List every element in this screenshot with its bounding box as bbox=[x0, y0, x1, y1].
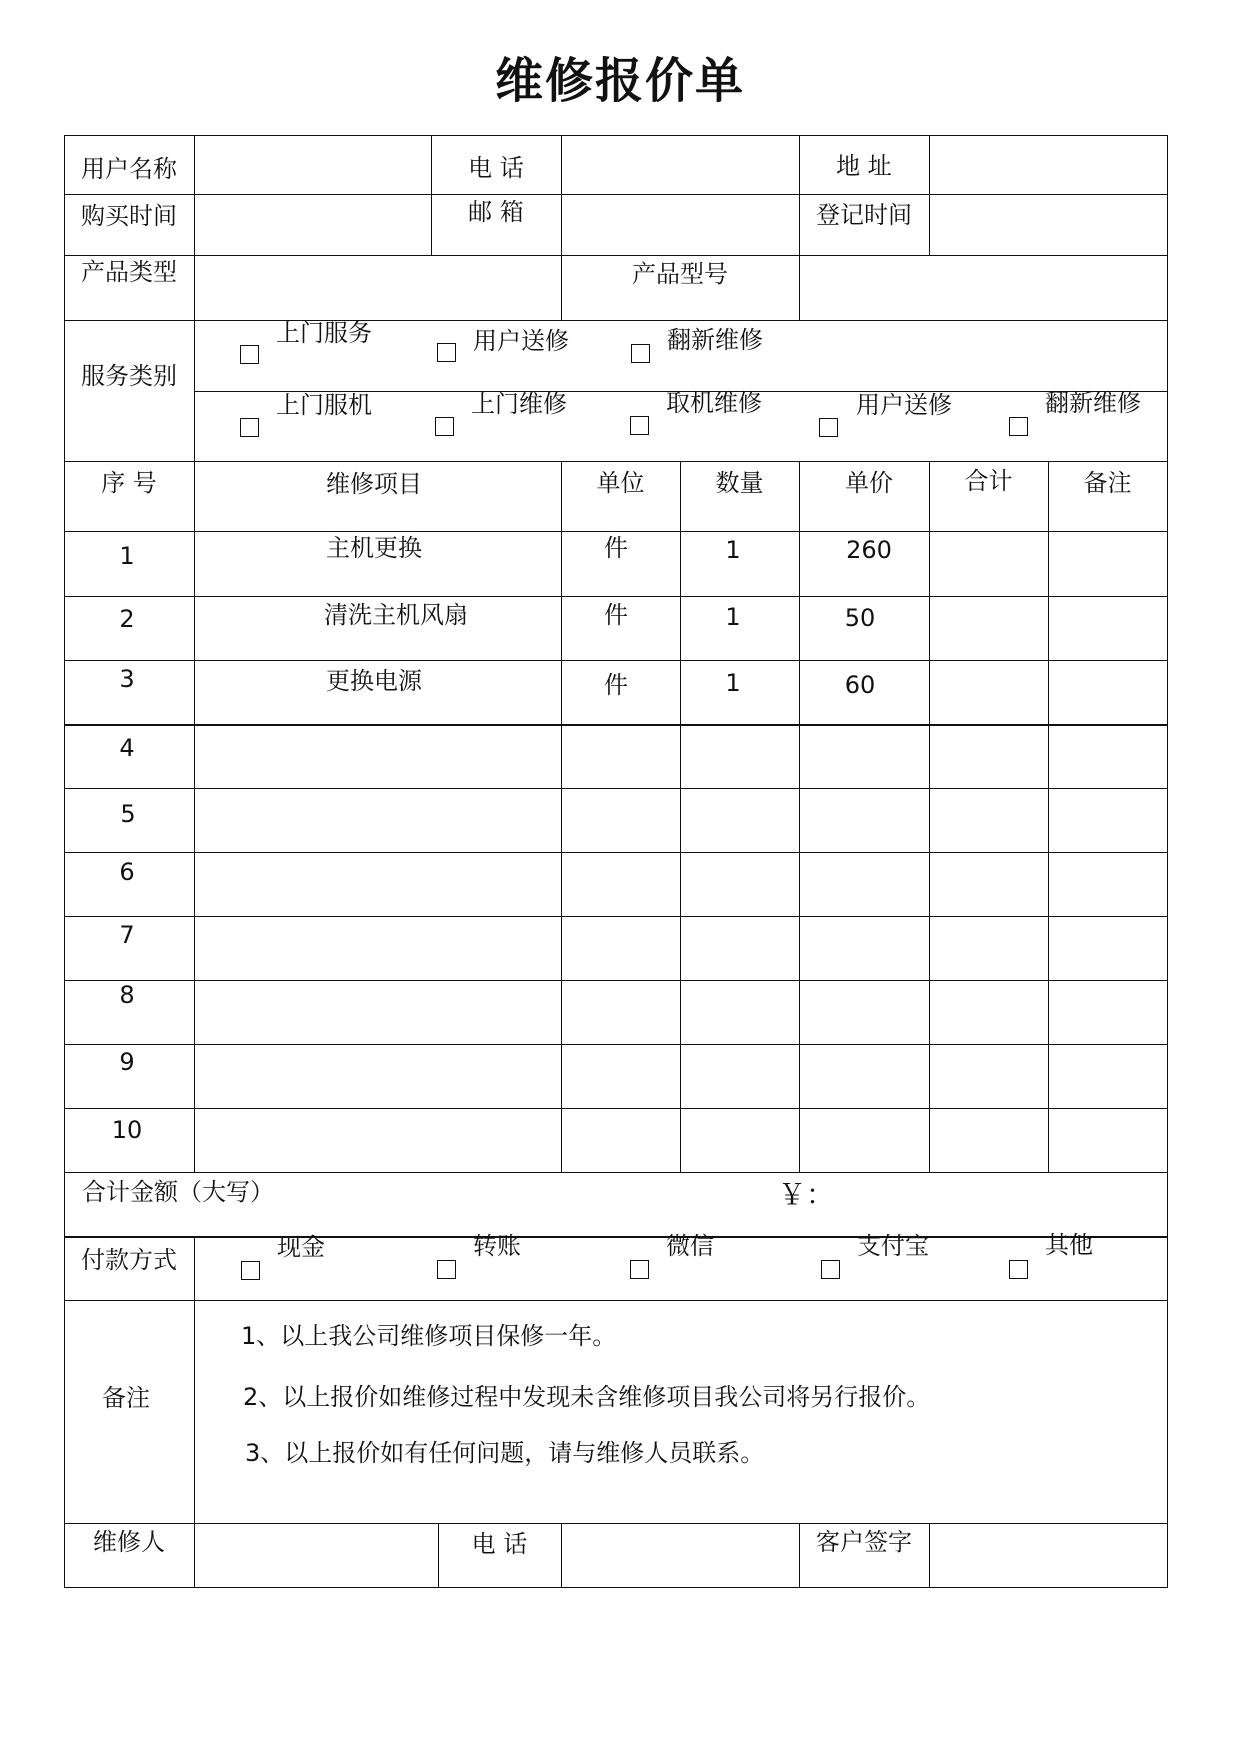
service-option-label: 翻新维修 bbox=[667, 326, 763, 354]
remarks-label: 备注 bbox=[102, 1384, 150, 1412]
col-line bbox=[929, 461, 930, 1173]
row-line bbox=[64, 461, 1167, 462]
yen-symbol: ￥： bbox=[778, 1178, 835, 1211]
user-name-label: 用户名称 bbox=[81, 155, 177, 183]
phone-label: 电 话 bbox=[468, 154, 524, 182]
col-line bbox=[929, 135, 930, 255]
register-time-label: 登记时间 bbox=[816, 201, 912, 229]
service-option-label: 上门维修 bbox=[471, 390, 567, 418]
row-price: 60 bbox=[844, 671, 876, 699]
col-header-remark: 备注 bbox=[1083, 469, 1132, 497]
col-line bbox=[561, 1523, 562, 1587]
checkbox-service-user-send[interactable] bbox=[437, 343, 456, 362]
row-item: 主机更换 bbox=[326, 534, 422, 562]
row-no: 10 bbox=[111, 1116, 143, 1144]
row-qty: 1 bbox=[725, 669, 741, 697]
border-bottom bbox=[64, 1587, 1167, 1588]
col-header-unit: 单位 bbox=[596, 469, 645, 497]
row-line bbox=[64, 852, 1167, 853]
row-item: 更换电源 bbox=[326, 667, 422, 695]
row-no: 7 bbox=[119, 921, 135, 949]
row-line bbox=[64, 660, 1167, 661]
col-line bbox=[561, 461, 562, 1173]
row-line bbox=[64, 724, 1167, 726]
row-no: 4 bbox=[119, 734, 135, 762]
service-label: 服务类别 bbox=[81, 362, 177, 390]
payment-option-label: 其他 bbox=[1045, 1231, 1093, 1259]
row-no: 9 bbox=[119, 1048, 135, 1076]
payment-option-label: 微信 bbox=[666, 1232, 714, 1260]
row-line bbox=[64, 1236, 1167, 1238]
customer-signature-label: 客户签字 bbox=[816, 1528, 912, 1556]
checkbox-service-pickup-repair[interactable] bbox=[630, 416, 649, 435]
remark-line: 3、以上报价如有任何问题，请与维修人员联系。 bbox=[245, 1439, 765, 1467]
service-option-label: 翻新维修 bbox=[1045, 389, 1141, 417]
row-line bbox=[64, 1044, 1167, 1045]
row-unit: 件 bbox=[604, 534, 628, 562]
col-line bbox=[799, 461, 800, 1173]
col-line bbox=[1048, 461, 1049, 1173]
border-right bbox=[1167, 135, 1168, 1588]
checkbox-payment-cash[interactable] bbox=[241, 1261, 260, 1280]
col-line bbox=[929, 1523, 930, 1587]
product-type-label: 产品类型 bbox=[81, 258, 177, 286]
row-qty: 1 bbox=[725, 603, 741, 631]
service-option-label: 用户送修 bbox=[856, 391, 952, 419]
row-item: 清洗主机风扇 bbox=[324, 601, 468, 629]
col-header-no: 序 号 bbox=[101, 469, 157, 497]
repairer-phone-label: 电 话 bbox=[471, 1530, 528, 1558]
checkbox-payment-wechat[interactable] bbox=[630, 1260, 649, 1279]
checkbox-payment-transfer[interactable] bbox=[437, 1260, 456, 1279]
row-no: 8 bbox=[119, 981, 135, 1009]
col-line bbox=[194, 135, 195, 1173]
row-unit: 件 bbox=[604, 601, 628, 629]
checkbox-service-refurbish-2[interactable] bbox=[1009, 417, 1028, 436]
row-line bbox=[64, 980, 1167, 981]
purchase-time-label: 购买时间 bbox=[81, 202, 177, 230]
row-line bbox=[64, 916, 1167, 917]
payment-label: 付款方式 bbox=[81, 1246, 177, 1274]
remark-line: 2、以上报价如维修过程中发现未含维修项目我公司将另行报价。 bbox=[243, 1383, 931, 1411]
row-price: 260 bbox=[846, 536, 892, 564]
checkbox-service-user-send-2[interactable] bbox=[819, 418, 838, 437]
col-line bbox=[561, 135, 562, 321]
col-header-price: 单价 bbox=[845, 469, 893, 497]
row-no: 2 bbox=[119, 605, 135, 633]
row-price: 50 bbox=[844, 604, 876, 632]
checkbox-service-onsite-repair[interactable] bbox=[435, 417, 454, 436]
row-line bbox=[64, 1523, 1167, 1524]
col-header-item: 维修项目 bbox=[326, 470, 422, 498]
checkbox-service-onsite[interactable] bbox=[240, 345, 259, 364]
row-no: 6 bbox=[119, 858, 135, 886]
payment-option-label: 转账 bbox=[473, 1232, 521, 1260]
border-top bbox=[64, 135, 1167, 136]
service-option-label: 上门服务 bbox=[276, 319, 372, 347]
row-line bbox=[64, 320, 1167, 321]
service-option-label: 用户送修 bbox=[473, 327, 569, 355]
total-amount-label: 合计金额（大写） bbox=[82, 1178, 274, 1206]
payment-option-label: 支付宝 bbox=[857, 1232, 929, 1260]
checkbox-service-onsite-machine[interactable] bbox=[240, 418, 259, 437]
address-label: 地 址 bbox=[836, 152, 892, 180]
col-line bbox=[680, 461, 681, 1173]
row-line bbox=[64, 531, 1167, 532]
row-line bbox=[64, 194, 1167, 195]
row-no: 1 bbox=[119, 542, 135, 570]
row-qty: 1 bbox=[725, 536, 741, 564]
row-no: 5 bbox=[120, 800, 136, 828]
checkbox-service-refurbish[interactable] bbox=[631, 344, 650, 363]
row-line bbox=[64, 255, 1167, 256]
checkbox-payment-other[interactable] bbox=[1009, 1260, 1028, 1279]
document-title: 维修报价单 bbox=[494, 53, 745, 109]
row-line bbox=[64, 788, 1167, 789]
email-label: 邮 箱 bbox=[468, 198, 524, 226]
service-option-label: 上门服机 bbox=[276, 391, 372, 419]
product-model-label: 产品型号 bbox=[632, 260, 728, 288]
row-line bbox=[64, 1108, 1167, 1109]
col-line bbox=[194, 1236, 195, 1588]
row-line bbox=[64, 1172, 1167, 1173]
payment-option-label: 现金 bbox=[277, 1233, 325, 1261]
checkbox-payment-alipay[interactable] bbox=[821, 1260, 840, 1279]
row-no: 3 bbox=[119, 665, 135, 693]
row-line bbox=[64, 596, 1167, 597]
repairer-label: 维修人 bbox=[93, 1528, 165, 1556]
remark-line: 1、以上我公司维修项目保修一年。 bbox=[241, 1322, 617, 1350]
row-unit: 件 bbox=[604, 671, 628, 699]
col-header-qty: 数量 bbox=[715, 469, 764, 497]
col-header-total: 合计 bbox=[964, 467, 1013, 495]
row-line bbox=[64, 1300, 1167, 1301]
service-option-label: 取机维修 bbox=[666, 389, 762, 417]
